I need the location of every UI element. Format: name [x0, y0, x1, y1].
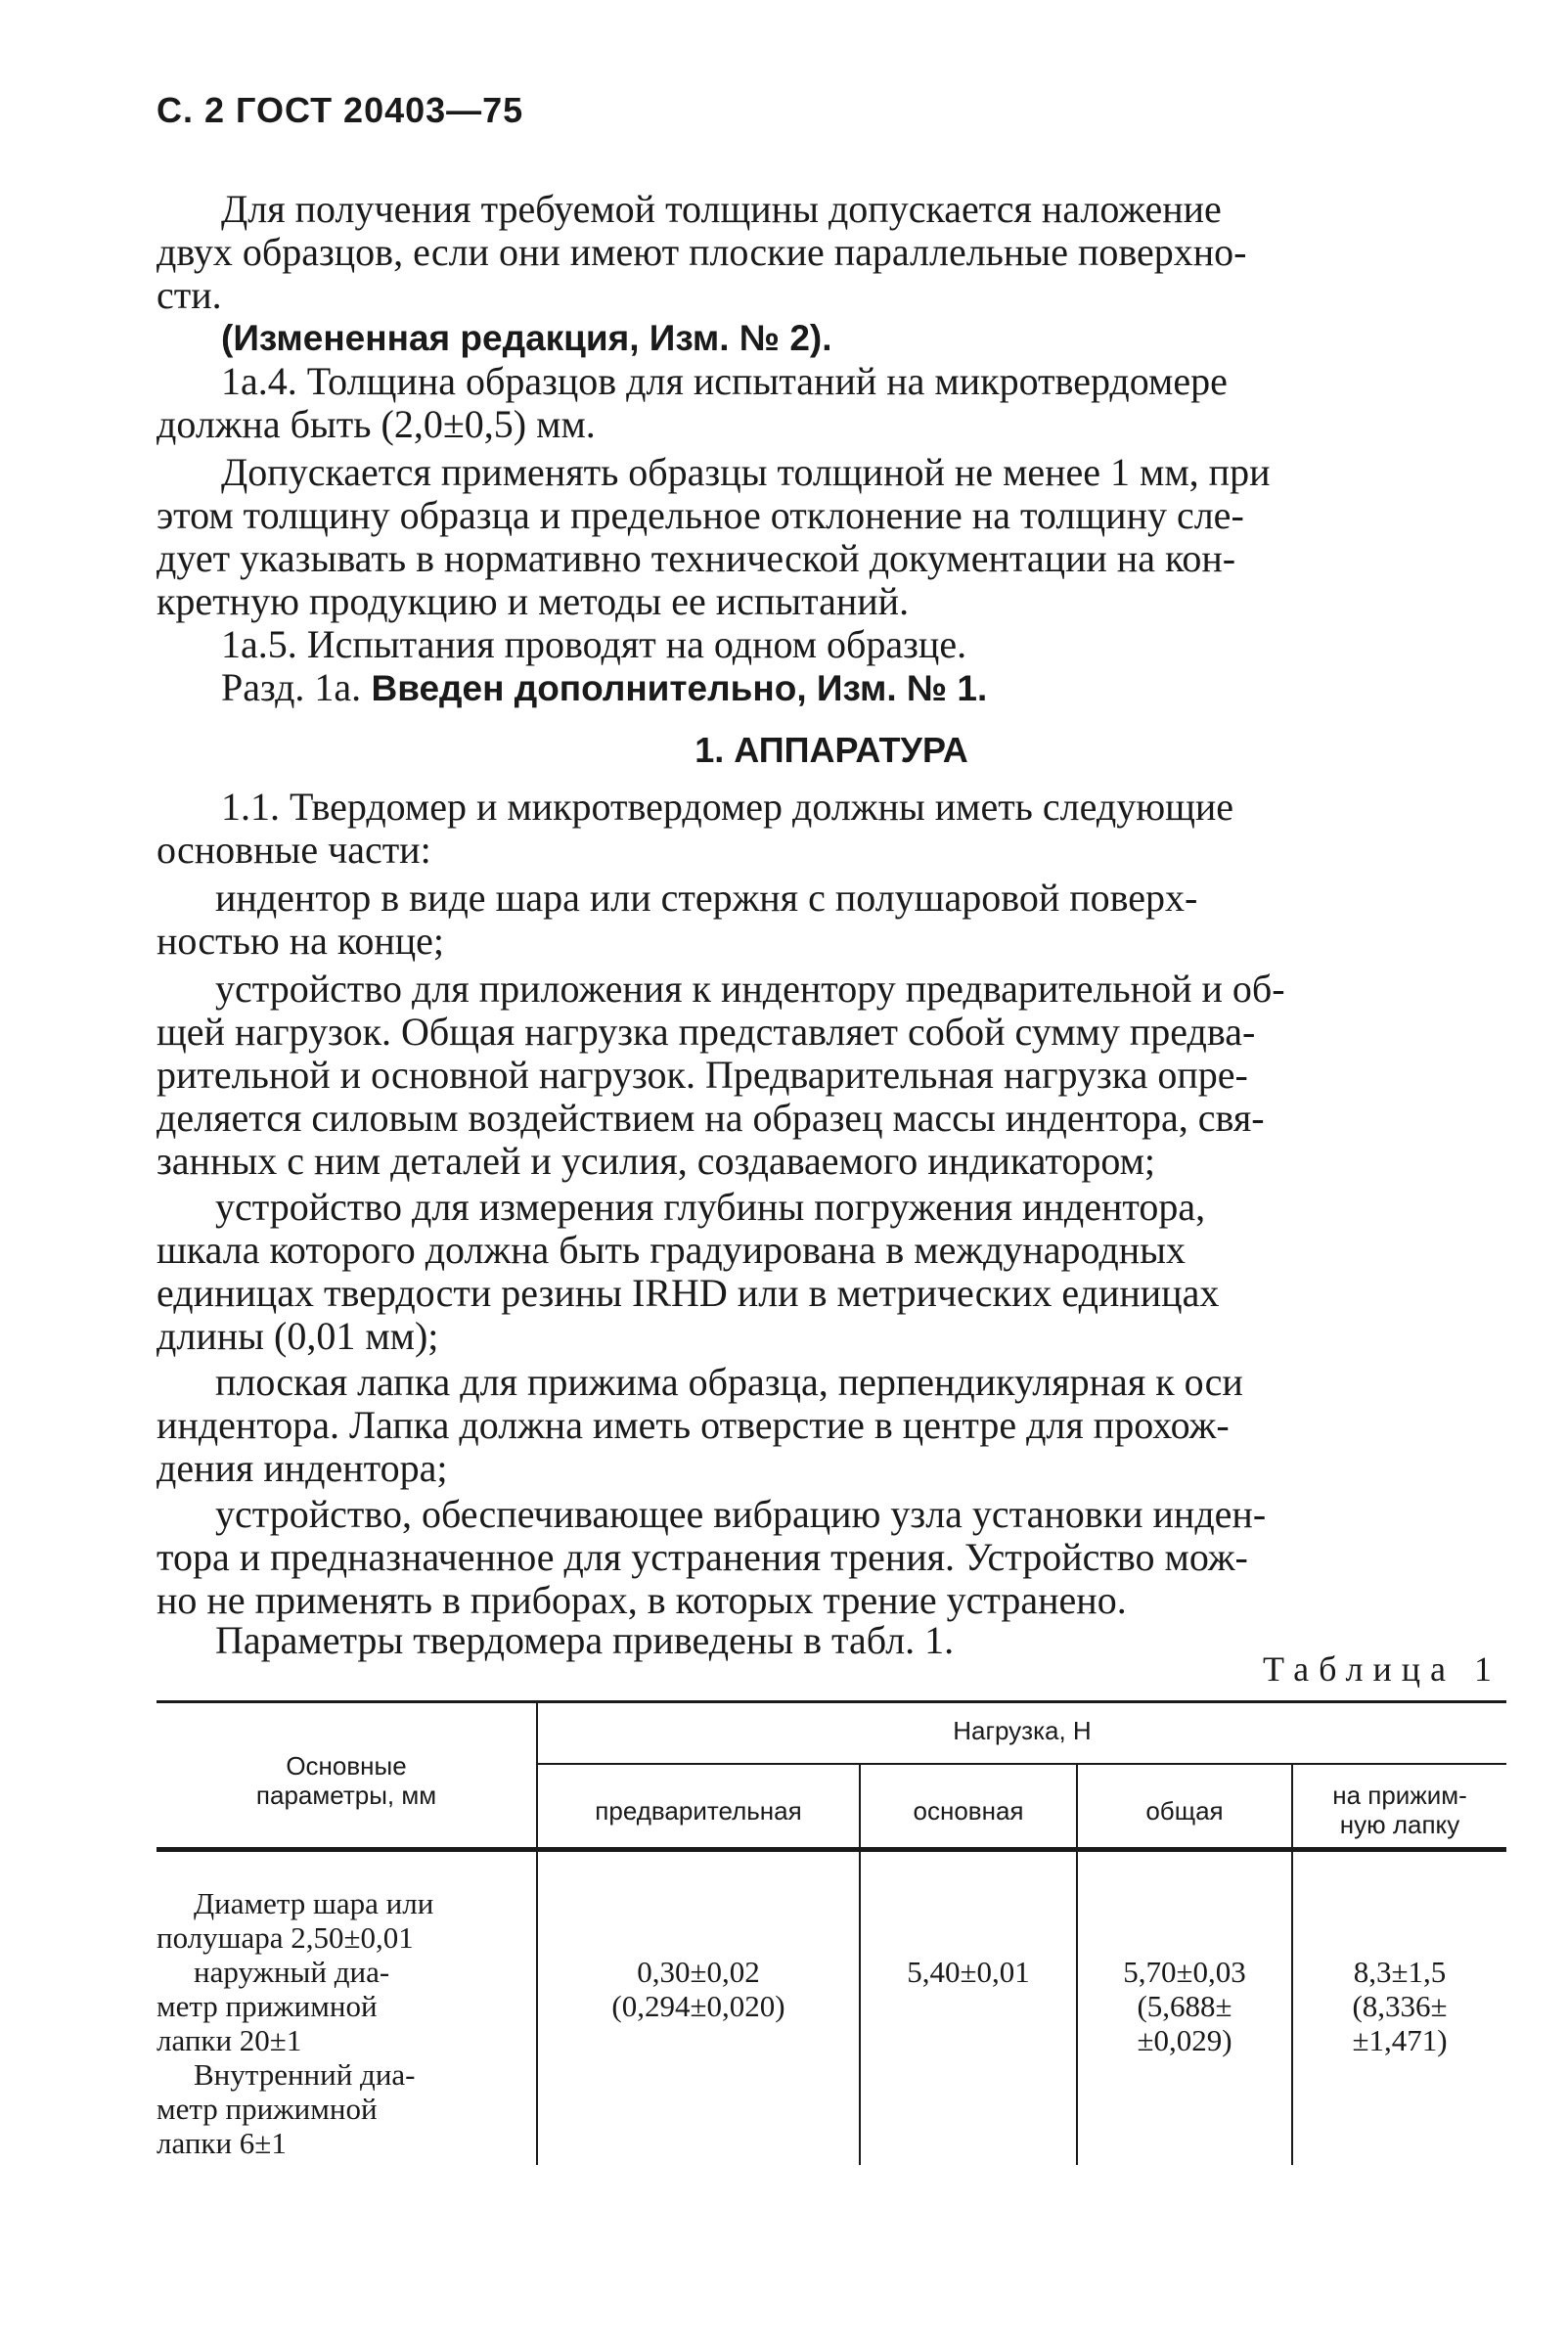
section-title: 1. АППАРАТУРА — [694, 730, 968, 770]
header-load-group: Нагрузка, Н — [953, 1716, 1092, 1745]
text-line: плоская лапка для прижима образца, перпендикулярная к оси — [215, 1360, 1243, 1404]
cell-line: ±1,471) — [1352, 2023, 1448, 2057]
table-caption: Таблица 1 — [1263, 1649, 1501, 1689]
text-line: Для получения требуемой толщины допускается наложение — [221, 187, 1222, 231]
text-line: индентора. Лапка должна иметь отверстие в центре для прохож- — [157, 1403, 1230, 1447]
cell-line: наружный диа- — [194, 1955, 390, 1989]
cell-main — [861, 1955, 1076, 1989]
text-line: устройство для приложения к индентору предварительной и об- — [215, 967, 1285, 1011]
text-line: дует указывать в нормативно технической документации на кон- — [157, 536, 1236, 580]
parameters-table — [157, 1700, 1506, 2165]
text-line: тора и предназначенное для устранения трения. Устройство мож- — [157, 1535, 1248, 1579]
cell-line: 8,3±1,5 — [1353, 1955, 1447, 1989]
cell-line: лапки 20±1 — [157, 2023, 302, 2057]
cell-line: метр прижимной — [157, 1989, 378, 2023]
header-main: основная — [913, 1796, 1024, 1826]
page-header: С. 2 ГОСТ 20403—75 — [157, 90, 524, 130]
section-ref-note: Введен дополнительно, Изм. № 1. — [361, 668, 988, 708]
text-line: Допускается применять образцы толщиной не менее 1 мм, при — [221, 450, 1271, 494]
text-line: длины (0,01 мм); — [157, 1314, 439, 1358]
text-line: 1а.4. Толщина образцов для испытаний на микротвердомере — [221, 359, 1228, 403]
paragraph-1a5: 1а.5. Испытания проводят на одном образце. — [221, 622, 967, 666]
cell-line: ±0,029) — [1137, 2023, 1232, 2057]
header-total: общая — [1145, 1796, 1224, 1826]
cell-line: 0,30±0,02 — [637, 1955, 760, 1989]
cell-line: 5,70±0,03 — [1123, 1955, 1246, 1989]
cell-line: лапки 6±1 — [157, 2126, 287, 2160]
cell-total — [1078, 1955, 1291, 2057]
text-line: дения индентора; — [157, 1446, 448, 1490]
cell-foot-load — [1293, 1955, 1506, 2057]
row-parameters — [157, 1886, 528, 2160]
text-line: индентор в виде шара или стержня с полушаровой поверх- — [215, 876, 1198, 920]
column-divider — [536, 1700, 538, 2165]
cell-line: полушара 2,50±0,01 — [157, 1920, 414, 1955]
text-line: устройство, обеспечивающее вибрацию узла установки инден- — [215, 1492, 1267, 1536]
header-preliminary: предварительная — [595, 1796, 802, 1826]
table-reference: Параметры твердомера приведены в табл. 1. — [215, 1618, 955, 1662]
text-line: щей нагрузок. Общая нагрузка представляет собой сумму предва- — [157, 1010, 1256, 1054]
header-text: Основные — [286, 1751, 407, 1781]
text-line: устройство для измерения глубины погружения индентора, — [215, 1185, 1206, 1229]
amendment-note: (Измененная редакция, Изм. № 2). — [221, 318, 832, 358]
header-text: на прижим- — [1332, 1781, 1467, 1810]
text-line: единицах твердости резины IRHD или в метрических единицах — [157, 1271, 1220, 1315]
cell-line: (8,336± — [1352, 1989, 1448, 2023]
header-params — [157, 1751, 536, 1810]
table-top-rule — [157, 1700, 1506, 1703]
header-text: параметры, мм — [255, 1781, 437, 1810]
cell-line: 5,40±0,01 — [907, 1955, 1030, 1989]
cell-line: Внутренний диа- — [194, 2057, 416, 2092]
cell-line: (5,688± — [1137, 1989, 1232, 2023]
text-line: должна быть (2,0±0,5) мм. — [157, 402, 596, 446]
cell-line: Диаметр шара или — [194, 1886, 434, 1920]
section-ref: Разд. 1а. — [221, 665, 362, 709]
text-line: занных с ним деталей и усилия, создаваемого индикатором; — [157, 1139, 1156, 1183]
text-line: основные части: — [157, 828, 431, 872]
text-line: сти. — [157, 273, 222, 317]
cell-line: метр прижимной — [157, 2092, 378, 2126]
text-line: но не применять в приборах, в которых трение устранено. — [157, 1578, 1127, 1622]
header-foot-load — [1293, 1781, 1506, 1839]
cell-preliminary — [538, 1955, 859, 2023]
group-header-rule — [538, 1763, 1506, 1765]
text-line: деляется силовым воздействием на образец массы индентора, свя- — [157, 1096, 1265, 1140]
text-line: шкала которого должна быть градуирована в международных — [157, 1228, 1186, 1272]
header-text: ную лапку — [1339, 1810, 1460, 1839]
text-line: 1.1. Твердомер и микротвердомер должны иметь следующие — [221, 785, 1234, 829]
header-bottom-rule — [157, 1847, 1506, 1852]
text-line: двух образцов, если они имеют плоские параллельные поверхно- — [157, 230, 1247, 274]
text-line: этом толщину образца и предельное отклонение на толщину сле- — [157, 493, 1244, 537]
section-intro-note — [157, 666, 1568, 710]
text-line: рительной и основной нагрузок. Предварительная нагрузка опре- — [157, 1053, 1248, 1097]
cell-line: (0,294±0,020) — [611, 1989, 785, 2023]
text-line: кретную продукцию и методы ее испытаний. — [157, 579, 910, 623]
text-line: ностью на конце; — [157, 919, 445, 963]
